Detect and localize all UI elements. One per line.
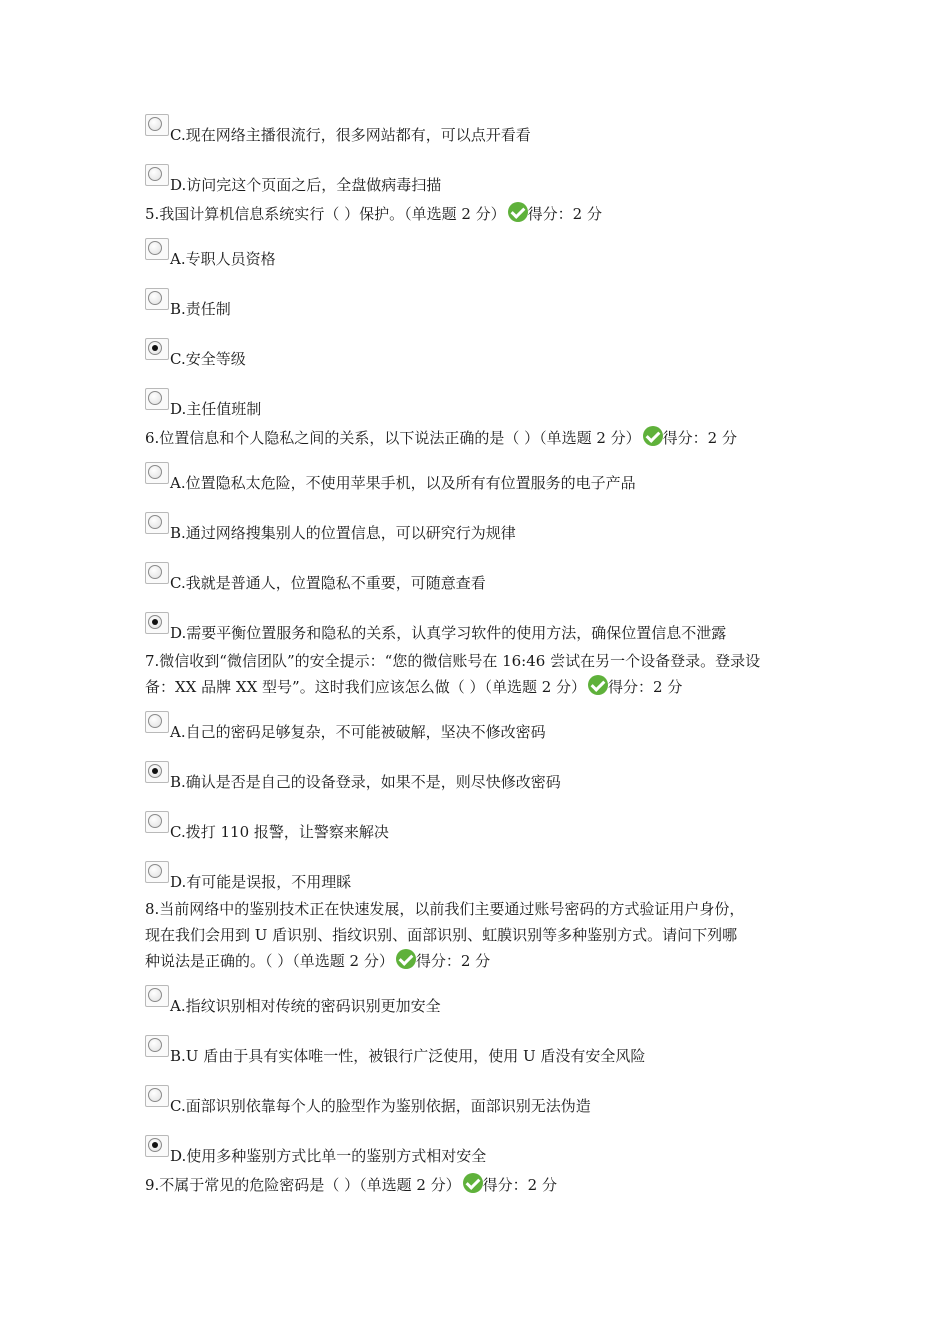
question-text: 6.位置信息和个人隐私之间的关系，以下说法正确的是（ ）（单选题 2 分） — [145, 429, 641, 447]
radio-button-selected[interactable] — [145, 1135, 169, 1157]
radio-button[interactable] — [145, 462, 169, 484]
question-6 — [145, 425, 737, 451]
question-text: 5.我国计算机信息系统实行（ ）保护。（单选题 2 分） — [145, 205, 506, 223]
radio-button[interactable] — [145, 711, 169, 733]
radio-button-selected[interactable] — [145, 761, 169, 783]
question-7 — [145, 648, 760, 700]
question-text: 7.微信收到“微信团队”的安全提示：“您的微信账号在 16:46 尝试在另一个设备登录。登录设 — [145, 652, 761, 670]
radio-button[interactable] — [145, 985, 169, 1007]
radio-button[interactable] — [145, 512, 169, 534]
radio-button[interactable] — [145, 1085, 169, 1107]
option-label: D.主任值班制 — [170, 400, 262, 418]
option-label: D.访问完这个页面之后，全盘做病毒扫描 — [170, 176, 442, 194]
option-label: C.面部识别依靠每个人的脸型作为鉴别依据，面部识别无法伪造 — [170, 1097, 591, 1115]
correct-check-icon — [508, 202, 528, 222]
question-8 — [145, 896, 744, 974]
radio-button[interactable] — [145, 114, 169, 136]
radio-button[interactable] — [145, 288, 169, 310]
question-text: 种说法是正确的。（ ）（单选题 2 分） — [145, 952, 394, 970]
option-label: A.指纹识别相对传统的密码识别更加安全 — [170, 997, 441, 1015]
option-label: B.通过网络搜集别人的位置信息，可以研究行为规律 — [170, 524, 516, 542]
question-9 — [145, 1172, 557, 1198]
radio-button[interactable] — [145, 1035, 169, 1057]
radio-button-selected[interactable] — [145, 612, 169, 634]
option-label: B.责任制 — [170, 300, 231, 318]
radio-button[interactable] — [145, 811, 169, 833]
radio-button-selected[interactable] — [145, 338, 169, 360]
option-label: D.有可能是误报，不用理睬 — [170, 873, 352, 891]
radio-button[interactable] — [145, 388, 169, 410]
correct-check-icon — [643, 426, 663, 446]
radio-button[interactable] — [145, 562, 169, 584]
score-text: 得分：2 分 — [527, 205, 602, 223]
score-text: 得分：2 分 — [662, 429, 737, 447]
option-label: D.使用多种鉴别方式比单一的鉴别方式相对安全 — [170, 1147, 487, 1165]
question-5 — [145, 201, 602, 227]
option-label: B.确认是否是自己的设备登录，如果不是，则尽快修改密码 — [170, 773, 561, 791]
question-text: 8.当前网络中的鉴别技术正在快速发展，以前我们主要通过账号密码的方式验证用户身份， — [145, 900, 745, 918]
question-text: 现在我们会用到 U 盾识别、指纹识别、面部识别、虹膜识别等多种鉴别方式。请问下列哪 — [145, 926, 738, 944]
option-label: D.需要平衡位置服务和隐私的关系，认真学习软件的使用方法，确保位置信息不泄露 — [170, 624, 727, 642]
correct-check-icon — [463, 1173, 483, 1193]
question-text: 备：XX 品牌 XX 型号”。这时我们应该怎么做（ ）（单选题 2 分） — [145, 678, 587, 696]
radio-button[interactable] — [145, 238, 169, 260]
option-label: C.现在网络主播很流行，很多网站都有，可以点开看看 — [170, 126, 531, 144]
correct-check-icon — [588, 675, 608, 695]
score-text: 得分：2 分 — [482, 1176, 557, 1194]
option-label: B.U 盾由于具有实体唯一性，被银行广泛使用，使用 U 盾没有安全风险 — [170, 1047, 646, 1065]
option-label: C.拨打 110 报警，让警察来解决 — [170, 823, 389, 841]
option-label: C.我就是普通人，位置隐私不重要，可随意查看 — [170, 574, 486, 592]
option-label: A.位置隐私太危险，不使用苹果手机，以及所有有位置服务的电子产品 — [170, 474, 636, 492]
option-label: A.专职人员资格 — [170, 250, 276, 268]
radio-button[interactable] — [145, 861, 169, 883]
correct-check-icon — [396, 949, 416, 969]
question-text: 9.不属于常见的危险密码是（ ）（单选题 2 分） — [145, 1176, 461, 1194]
option-label: C.安全等级 — [170, 350, 246, 368]
score-text: 得分：2 分 — [415, 952, 491, 970]
radio-button[interactable] — [145, 164, 169, 186]
score-text: 得分：2 分 — [608, 678, 683, 696]
option-label: A.自己的密码足够复杂，不可能被破解，坚决不修改密码 — [170, 723, 546, 741]
